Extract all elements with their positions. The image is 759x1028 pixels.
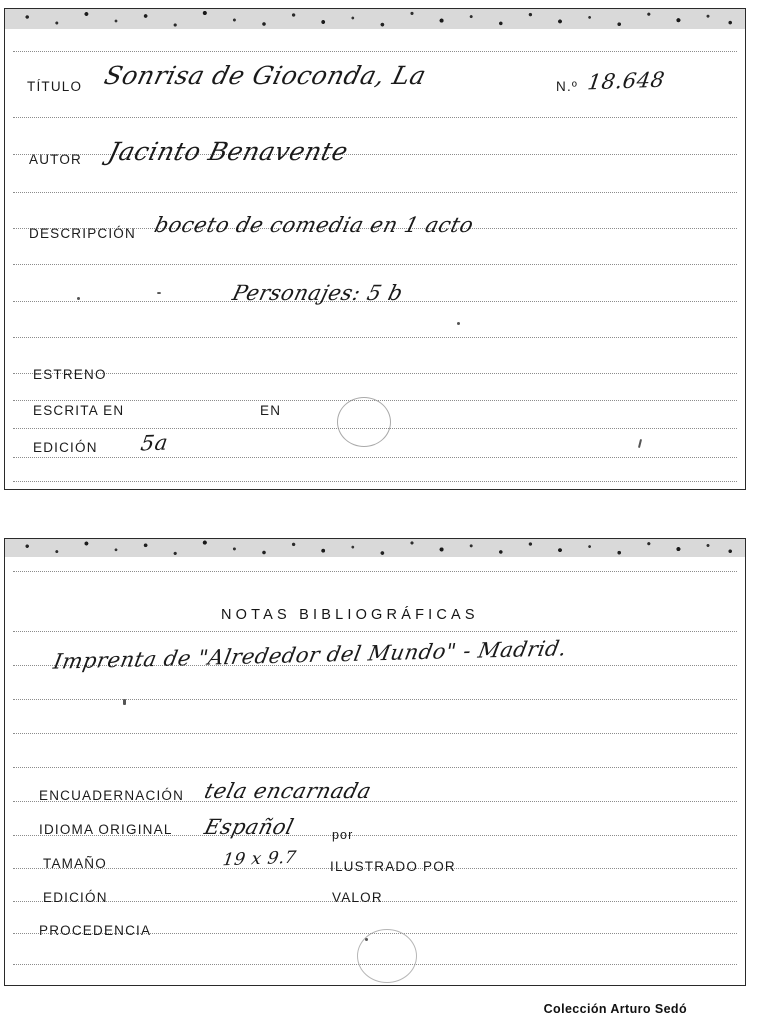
section-title-notas-bibliograficas: NOTAS BIBLIOGRÁFICAS — [221, 607, 479, 623]
scan-speck — [365, 938, 368, 941]
field-value-edicion: 5a — [139, 430, 170, 456]
handwritten-note-personajes: Personajes: 5 b — [230, 281, 406, 305]
scan-speck — [123, 699, 126, 705]
inline-label-en: EN — [260, 403, 282, 418]
field-label-descripcion: DESCRIPCIÓN — [29, 226, 136, 241]
field-value-tamano: 19 x 9.7 — [221, 847, 298, 871]
catalog-card-bottom — [4, 538, 746, 986]
field-value-autor: Jacinto Benavente — [105, 137, 352, 166]
field-value-idioma-original: Español — [202, 815, 297, 839]
field-label-estreno: ESTRENO — [33, 367, 107, 382]
number-label: N.º — [556, 79, 579, 94]
field-suffix-valor: VALOR — [332, 890, 383, 905]
field-label-edicion-bottom: EDICIÓN — [43, 890, 108, 905]
field-label-autor: AUTOR — [29, 152, 83, 167]
field-label-tamano: TAMAÑO — [43, 856, 107, 871]
scan-speck — [157, 292, 161, 294]
field-value-titulo: Sonrisa de Gioconda, La — [101, 61, 430, 90]
scan-smudge-ring — [337, 397, 391, 447]
field-value-descripcion: boceto de comedia en 1 acto — [152, 213, 477, 237]
field-label-procedencia: PROCEDENCIA — [39, 923, 152, 938]
scan-speck — [77, 297, 80, 300]
field-label-titulo: TÍTULO — [27, 79, 83, 94]
number-value: 18.648 — [586, 67, 667, 95]
bibliographic-note: Imprenta de "Alrededor del Mundo" - Madrid. — [51, 636, 569, 674]
field-value-encuadernacion: tela encarnada — [202, 779, 375, 803]
field-suffix-por: por — [332, 828, 354, 842]
field-label-edicion: EDICIÓN — [33, 440, 98, 455]
field-label-escrita-en: ESCRITA EN — [33, 403, 125, 418]
collection-credit: Colección Arturo Sedó — [543, 1002, 687, 1016]
scan-speck — [457, 322, 460, 325]
field-label-idioma-original: IDIOMA ORIGINAL — [39, 822, 173, 837]
ruled-lines-bottom — [5, 539, 745, 985]
catalog-card-top — [4, 8, 746, 490]
field-label-encuadernacion: ENCUADERNACIÓN — [39, 788, 185, 803]
field-suffix-ilustrado-por: ILUSTRADO POR — [330, 859, 456, 874]
